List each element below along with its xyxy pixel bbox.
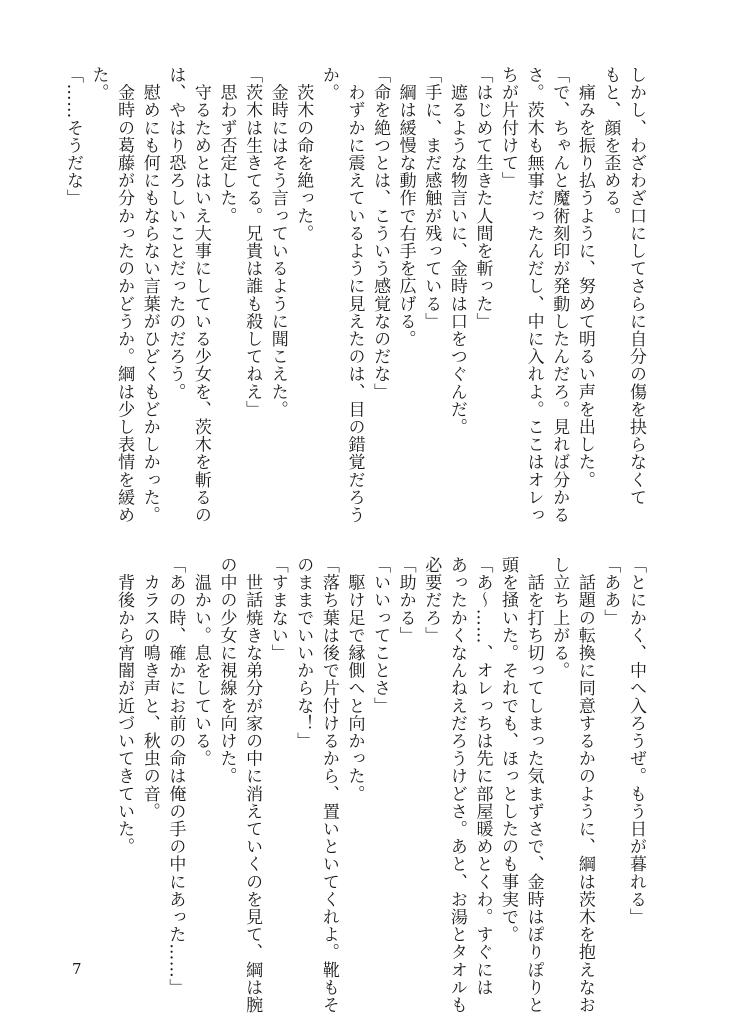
text-line: 「あの時、確かにお前の命は俺の手の中にあった……」 <box>165 556 186 996</box>
text-line: 話を打ち切ってしまった気まずさで、金時はぽりぽりと <box>523 556 544 1014</box>
text-line: 「あ～……、オレっちは先に部屋暖めとくわ。すぐには <box>472 556 493 996</box>
text-line: 「……そうだな」 <box>62 66 83 207</box>
text-line: は、やはり恐ろしいことだったのだろう。 <box>165 66 186 401</box>
text-line: あったかくなんねえだろうけどさ。あと、お湯とタオルも <box>446 556 467 1014</box>
text-line: 思わず否定した。 <box>216 66 237 225</box>
text-line: か。 <box>318 66 339 102</box>
text-line: 「はじめて生きた人間を斬った」 <box>472 66 493 330</box>
text-line: 慰めにも何にもならない言葉がひどくもどかしかった。 <box>139 66 160 524</box>
upper-text-tier <box>62 66 648 528</box>
text-line: のままでいいからな！」 <box>293 556 314 750</box>
text-line: 必要だろ」 <box>421 556 442 644</box>
text-line: 痛みを振り払うように、努めて明るい声を出した。 <box>574 66 595 489</box>
text-line: 守るためとはいえ大事にしている少女を、茨木を斬るの <box>190 66 211 524</box>
text-line: 「いいってことさ」 <box>370 556 391 715</box>
text-line: 「手に、まだ感触が残っている」 <box>421 66 442 330</box>
text-line: 「命を絶つとは、こういう感覚なのだな」 <box>370 66 391 401</box>
text-line: の中の少女に視線を向けた。 <box>216 556 237 785</box>
text-line: 茨木の命を絶った。 <box>293 66 314 242</box>
text-line: 温かい。息をしている。 <box>190 556 211 768</box>
text-line: 金時にはそう言っているように聞こえた。 <box>267 66 288 418</box>
text-line: 世話焼きな弟分が家の中に消えていくのを見て、綱は腕 <box>242 556 263 1014</box>
text-line: カラスの鳴き声と、秋虫の音。 <box>139 556 160 820</box>
text-line: 「で、ちゃんと魔術刻印が発動したんだろ。見れば分かる <box>549 66 570 524</box>
text-line: さ。茨木も無事だったんだし、中に入れよ。ここはオレっ <box>523 66 544 524</box>
text-line: ちが片付けて」 <box>498 66 519 190</box>
text-line: 「とにかく、中へ入ろうぜ。もう日が暮れる」 <box>626 556 646 926</box>
text-line: 遮るような物言いに、金時は口をつぐんだ。 <box>446 66 467 436</box>
text-line: 金時の葛藤が分かったのかどうか。綱は少し表情を緩め <box>114 66 135 524</box>
text-line: 「茨木は生きてる。兄貴は誰も殺してねえ」 <box>242 66 263 418</box>
text-line: し立ち上がる。 <box>549 556 570 680</box>
page-number: 7 <box>72 960 82 978</box>
text-line: 背後から宵闇が近づいてきていた。 <box>114 556 135 856</box>
lower-text-tier <box>88 556 648 1014</box>
text-line: 「助かる」 <box>395 556 416 644</box>
text-line: た。 <box>88 66 109 102</box>
text-line: 話題の転換に同意するかのように、綱は茨木を抱えなお <box>574 556 595 1014</box>
text-line: 頭を掻いた。それでも、ほっとしたのも事実で。 <box>498 556 519 944</box>
text-line: 「ああ」 <box>600 556 621 627</box>
text-line: 「落ち葉は後で片付けるから、置いといてくれよ。靴もそ <box>318 556 339 1014</box>
text-line: 「すまない」 <box>267 556 288 662</box>
text-line: しかし、わざわざ口にしてさらに自分の傷を抉らなくて <box>626 66 646 506</box>
text-line: もと、顔を歪める。 <box>600 66 621 225</box>
text-line: 駆け足で縁側へと向かった。 <box>344 556 365 803</box>
text-line: わずかに震えているように見えたのは、目の錯覚だろう <box>344 66 365 524</box>
text-line: 綱は緩慢な動作で右手を広げる。 <box>395 66 416 348</box>
